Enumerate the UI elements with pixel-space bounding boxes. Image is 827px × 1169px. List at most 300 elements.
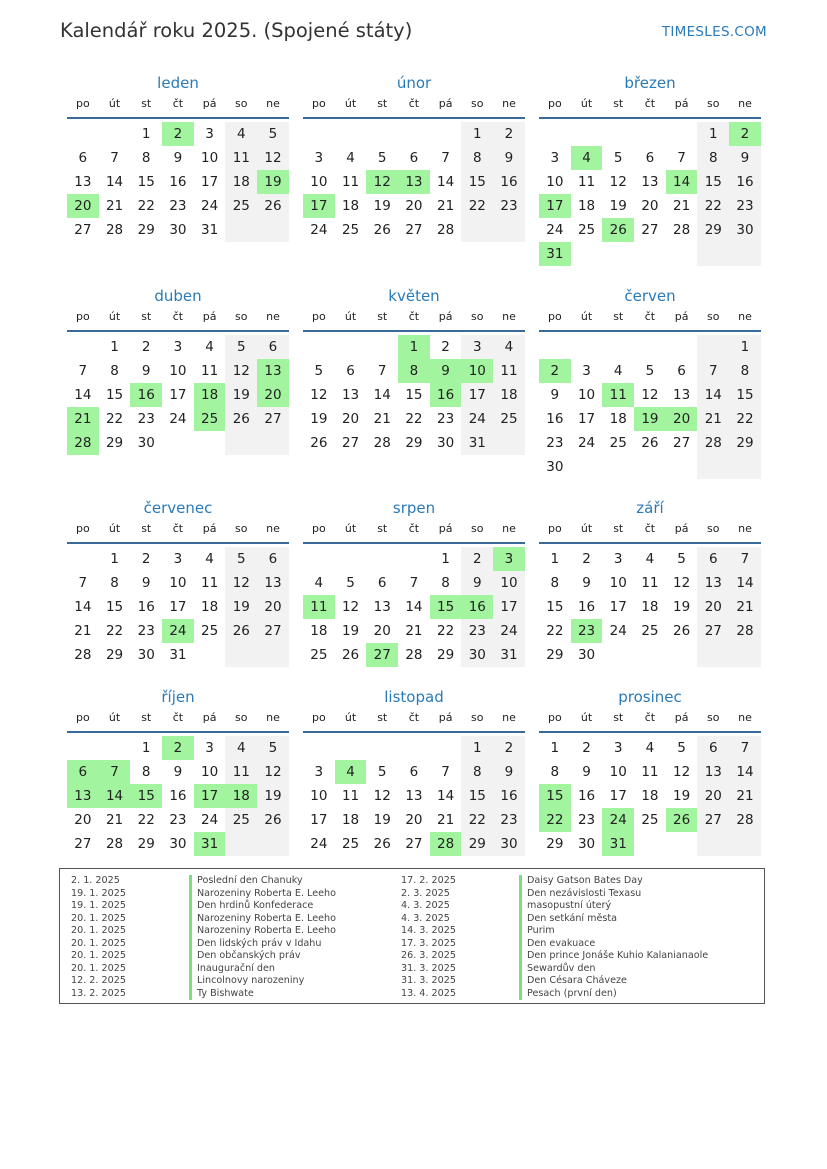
day-cell: 3 (461, 335, 493, 359)
weekday-label: čt (644, 711, 656, 724)
weekday-label: pá (674, 711, 689, 724)
day-cell: 31 (493, 643, 525, 667)
day-cell: 15 (105, 599, 124, 615)
holiday-day-cell: 24 (602, 808, 634, 832)
day-cell: 29 (137, 836, 155, 852)
weekday-label: po (547, 310, 562, 323)
weekday-label: út (108, 310, 121, 323)
legend-row (71, 950, 336, 963)
empty-cell (430, 736, 462, 760)
legend-row (71, 900, 336, 913)
day-cell: 26 (257, 808, 289, 832)
day-cell: 23 (461, 619, 493, 643)
day-cell: 21 (437, 812, 455, 828)
day-cell: 19 (225, 595, 257, 619)
day-cell: 23 (169, 198, 187, 214)
days-grid (303, 733, 525, 856)
empty-cell (571, 242, 603, 266)
weekday-label: út (108, 711, 121, 724)
empty-cell (634, 242, 666, 266)
legend-column-left (71, 875, 336, 1000)
holiday-name: Narozeniny Roberta E. Leeho (189, 925, 336, 938)
day-cell: 8 (141, 764, 151, 780)
empty-cell (335, 547, 367, 571)
weekday-header (539, 95, 761, 117)
day-cell: 30 (493, 832, 525, 856)
day-cell: 10 (169, 575, 187, 591)
empty-cell (461, 218, 493, 242)
day-cell: 11 (201, 363, 219, 379)
empty-cell (335, 122, 367, 146)
day-cell: 21 (74, 623, 92, 639)
day-cell: 8 (461, 760, 493, 784)
legend-row (71, 988, 336, 1001)
month-name: červenec (143, 499, 213, 517)
day-cell: 3 (613, 740, 623, 756)
empty-cell (729, 832, 761, 856)
empty-cell (398, 547, 430, 571)
legend-row (401, 950, 708, 963)
day-cell: 19 (673, 599, 691, 615)
day-cell: 5 (677, 740, 686, 756)
holiday-name: Pesach (první den) (519, 988, 617, 1001)
holiday-day-cell: 17 (539, 194, 571, 218)
day-cell: 17 (310, 812, 328, 828)
empty-cell (67, 736, 99, 760)
day-cell: 22 (461, 194, 493, 218)
weekday-label: út (344, 310, 357, 323)
day-cell: 14 (74, 387, 92, 403)
day-cell: 3 (582, 363, 591, 379)
weekday-label: so (235, 522, 248, 535)
weekday-label: ne (738, 711, 752, 724)
day-cell: 8 (697, 146, 729, 170)
holiday-name: Den občanských práv (189, 950, 301, 963)
empty-cell (303, 736, 335, 760)
day-cell: 8 (441, 575, 450, 591)
brand-link[interactable]: TIMESLES.COM (661, 24, 767, 40)
day-cell: 12 (225, 571, 257, 595)
day-cell: 5 (257, 736, 289, 760)
day-cell: 8 (141, 150, 151, 166)
month-name: březen (624, 74, 676, 92)
day-cell: 28 (74, 647, 92, 663)
month-9 (539, 496, 761, 667)
day-cell: 20 (74, 812, 92, 828)
month-name: říjen (161, 688, 195, 706)
weekday-label: po (75, 97, 90, 110)
day-cell: 21 (105, 198, 124, 214)
weekday-label: čt (644, 310, 656, 323)
day-cell: 18 (641, 599, 659, 615)
month-name: září (636, 499, 664, 517)
weekday-label: so (471, 97, 484, 110)
day-cell: 23 (437, 411, 455, 427)
legend-row (401, 963, 708, 976)
holiday-date: 2. 3. 2025 (401, 887, 450, 899)
holiday-legend (59, 868, 765, 1004)
weekday-label: čt (172, 97, 184, 110)
weekday-label: pá (438, 310, 453, 323)
holiday-day-cell: 16 (430, 383, 462, 407)
day-cell: 13 (257, 571, 289, 595)
holiday-date: 17. 2. 2025 (401, 875, 456, 886)
day-cell: 26 (310, 435, 328, 451)
day-cell: 29 (461, 832, 493, 856)
empty-cell (666, 335, 698, 359)
day-cell: 4 (205, 339, 214, 355)
empty-cell (99, 122, 131, 146)
empty-cell (335, 335, 367, 359)
weekday-label: po (75, 522, 90, 535)
day-cell: 11 (225, 760, 257, 784)
day-cell: 22 (697, 194, 729, 218)
holiday-day-cell: 27 (366, 643, 398, 667)
weekday-header (303, 308, 525, 330)
day-cell: 15 (546, 599, 564, 615)
day-cell: 7 (78, 575, 88, 591)
weekday-label: ne (502, 310, 516, 323)
holiday-day-cell: 25 (194, 407, 226, 431)
day-cell: 12 (373, 788, 391, 804)
weekday-header (67, 709, 289, 731)
days-grid (539, 544, 761, 667)
weekday-label: pá (438, 522, 453, 535)
day-cell: 26 (225, 407, 257, 431)
day-cell: 6 (409, 150, 419, 166)
empty-cell (366, 122, 398, 146)
month-11 (303, 685, 525, 856)
day-cell: 10 (546, 174, 564, 190)
holiday-day-cell: 18 (225, 784, 257, 808)
holiday-day-cell: 8 (398, 359, 430, 383)
weekday-label: po (547, 522, 562, 535)
weekday-label: čt (408, 310, 420, 323)
day-cell: 7 (441, 764, 450, 780)
weekday-label: so (235, 97, 248, 110)
day-cell: 30 (577, 647, 596, 663)
day-cell: 12 (310, 387, 328, 403)
day-cell: 19 (373, 812, 391, 828)
day-cell: 14 (437, 788, 455, 804)
holiday-day-cell: 24 (162, 619, 194, 643)
holiday-day-cell: 20 (67, 194, 99, 218)
weekday-label: ne (266, 310, 280, 323)
legend-row (401, 875, 708, 888)
day-cell: 1 (441, 551, 450, 567)
weekday-label: so (471, 310, 484, 323)
day-cell: 9 (141, 575, 151, 591)
day-cell: 4 (493, 335, 525, 359)
day-cell: 13 (74, 174, 92, 190)
empty-cell (602, 455, 634, 479)
month-name: duben (154, 287, 202, 305)
holiday-day-cell: 20 (666, 407, 698, 431)
empty-cell (539, 122, 571, 146)
weekday-label: pá (674, 522, 689, 535)
day-cell: 7 (110, 150, 119, 166)
day-cell: 14 (437, 174, 455, 190)
holiday-name: Den setkání města (519, 913, 617, 926)
legend-row (401, 988, 708, 1001)
weekday-label: pá (438, 711, 453, 724)
holiday-name: Den lidských práv v Idahu (189, 938, 321, 951)
empty-cell (666, 455, 698, 479)
day-cell: 28 (105, 836, 124, 852)
weekday-label: pá (202, 711, 217, 724)
day-cell: 29 (405, 435, 423, 451)
day-cell: 2 (493, 122, 525, 146)
day-cell: 2 (441, 339, 450, 355)
empty-cell (67, 335, 99, 359)
day-cell: 31 (201, 222, 219, 238)
day-cell: 2 (582, 740, 591, 756)
empty-cell (225, 218, 257, 242)
weekday-label: pá (202, 522, 217, 535)
month-10 (67, 685, 289, 856)
empty-cell (335, 736, 367, 760)
weekday-label: čt (408, 97, 420, 110)
empty-cell (697, 335, 729, 359)
day-cell: 31 (461, 431, 493, 455)
day-cell: 13 (373, 599, 391, 615)
day-cell: 22 (405, 411, 423, 427)
day-cell: 22 (546, 623, 564, 639)
day-cell: 1 (729, 335, 761, 359)
weekday-header (539, 520, 761, 542)
day-cell: 28 (437, 222, 455, 238)
empty-cell (666, 643, 698, 667)
day-cell: 9 (141, 363, 151, 379)
holiday-name: Purim (519, 925, 555, 938)
empty-cell (398, 736, 430, 760)
day-cell: 7 (377, 363, 387, 379)
day-cell: 8 (729, 359, 761, 383)
day-cell: 17 (461, 383, 493, 407)
legend-column-right (401, 875, 708, 1000)
holiday-date: 12. 2. 2025 (71, 975, 126, 986)
day-cell: 26 (373, 222, 391, 238)
day-cell: 4 (205, 551, 214, 567)
day-cell: 18 (493, 383, 525, 407)
day-cell: 10 (310, 174, 328, 190)
holiday-date: 2. 1. 2025 (71, 875, 120, 886)
empty-cell (257, 431, 289, 455)
day-cell: 6 (645, 150, 655, 166)
day-cell: 18 (609, 411, 627, 427)
day-cell: 1 (550, 551, 560, 567)
day-cell: 18 (641, 788, 659, 804)
empty-cell (303, 335, 335, 359)
day-cell: 22 (437, 623, 455, 639)
day-cell: 22 (137, 198, 155, 214)
empty-cell (257, 643, 289, 667)
weekday-label: st (613, 522, 624, 535)
weekday-label: ne (738, 97, 752, 110)
weekday-header (303, 95, 525, 117)
month-6 (539, 284, 761, 479)
day-cell: 25 (641, 623, 659, 639)
holiday-day-cell: 17 (303, 194, 335, 218)
day-cell: 19 (225, 383, 257, 407)
empty-cell (162, 431, 194, 455)
empty-cell (634, 832, 666, 856)
empty-cell (194, 643, 226, 667)
weekday-label: ne (502, 97, 516, 110)
day-cell: 3 (613, 551, 623, 567)
day-cell: 11 (493, 359, 525, 383)
weekday-label: po (311, 310, 326, 323)
day-cell: 2 (582, 551, 591, 567)
day-cell: 11 (341, 174, 360, 190)
day-cell: 29 (546, 647, 564, 663)
weekday-label: pá (202, 97, 217, 110)
day-cell: 14 (697, 383, 729, 407)
day-cell: 19 (310, 411, 328, 427)
weekday-label: so (235, 310, 248, 323)
day-cell: 6 (257, 335, 289, 359)
empty-cell (366, 736, 398, 760)
weekday-label: ne (266, 522, 280, 535)
holiday-date: 20. 1. 2025 (71, 937, 126, 949)
day-cell: 25 (341, 222, 360, 238)
day-cell: 24 (546, 222, 564, 238)
days-grid (67, 119, 289, 242)
holiday-date: 31. 3. 2025 (401, 975, 456, 986)
day-cell: 15 (461, 784, 493, 808)
day-cell: 26 (641, 435, 659, 451)
day-cell: 27 (405, 836, 423, 852)
day-cell: 10 (201, 764, 219, 780)
day-cell: 28 (729, 808, 761, 832)
day-cell: 9 (493, 146, 525, 170)
month-name: květen (388, 287, 440, 305)
empty-cell (666, 242, 698, 266)
weekday-header (303, 709, 525, 731)
holiday-day-cell: 26 (666, 808, 698, 832)
day-cell: 16 (729, 170, 761, 194)
day-cell: 3 (173, 551, 183, 567)
day-cell: 18 (310, 623, 328, 639)
day-cell: 6 (697, 736, 729, 760)
days-grid (303, 332, 525, 455)
empty-cell (225, 431, 257, 455)
weekday-label: pá (202, 310, 217, 323)
holiday-day-cell: 20 (257, 383, 289, 407)
holiday-day-cell: 15 (130, 784, 162, 808)
day-cell: 12 (225, 359, 257, 383)
day-cell: 18 (225, 170, 257, 194)
day-cell: 29 (437, 647, 455, 663)
day-cell: 31 (169, 647, 187, 663)
day-cell: 3 (205, 126, 214, 142)
month-name: únor (396, 74, 432, 92)
holiday-date: 20. 1. 2025 (71, 950, 126, 961)
weekday-label: so (235, 711, 248, 724)
weekday-label: ne (738, 310, 752, 323)
weekday-label: čt (408, 522, 420, 535)
day-cell: 17 (493, 595, 525, 619)
day-cell: 12 (641, 387, 659, 403)
day-cell: 6 (78, 150, 88, 166)
month-name: červen (624, 287, 676, 305)
day-cell: 8 (461, 146, 493, 170)
day-cell: 14 (74, 599, 92, 615)
weekday-label: čt (172, 522, 184, 535)
weekday-label: po (311, 97, 326, 110)
day-cell: 5 (257, 122, 289, 146)
day-cell: 24 (201, 198, 219, 214)
empty-cell (99, 736, 131, 760)
weekday-header (67, 308, 289, 330)
holiday-date: 20. 1. 2025 (71, 925, 126, 936)
day-cell: 15 (461, 170, 493, 194)
day-cell: 4 (346, 150, 355, 166)
holiday-name: Narozeniny Roberta E. Leeho (189, 888, 336, 901)
day-cell: 16 (169, 174, 187, 190)
holiday-name: Poslední den Chanuky (189, 875, 303, 888)
day-cell: 23 (577, 812, 596, 828)
day-cell: 15 (697, 170, 729, 194)
day-cell: 27 (257, 407, 289, 431)
empty-cell (430, 122, 462, 146)
weekday-label: st (141, 97, 152, 110)
day-cell: 16 (169, 788, 187, 804)
weekday-label: čt (408, 711, 420, 724)
holiday-day-cell: 14 (99, 784, 131, 808)
day-cell: 8 (550, 764, 560, 780)
legend-row (71, 888, 336, 901)
day-cell: 4 (314, 575, 324, 591)
day-cell: 23 (493, 808, 525, 832)
empty-cell (194, 431, 226, 455)
holiday-date: 4. 3. 2025 (401, 900, 450, 911)
holiday-day-cell: 26 (602, 218, 634, 242)
holiday-date: 19. 1. 2025 (71, 887, 126, 899)
day-cell: 24 (577, 435, 596, 451)
day-cell: 12 (673, 764, 691, 780)
day-cell: 11 (641, 575, 659, 591)
day-cell: 1 (110, 339, 119, 355)
day-cell: 17 (169, 387, 187, 403)
day-cell: 3 (205, 740, 214, 756)
day-cell: 9 (461, 571, 493, 595)
day-cell: 7 (697, 359, 729, 383)
day-cell: 9 (582, 764, 591, 780)
month-4 (67, 284, 289, 455)
day-cell: 19 (257, 784, 289, 808)
holiday-day-cell: 13 (67, 784, 99, 808)
empty-cell (666, 122, 698, 146)
holiday-name: Den prince Jonáše Kuhio Kalanianaole (519, 950, 708, 963)
day-cell: 12 (257, 760, 289, 784)
day-cell: 21 (673, 198, 691, 214)
empty-cell (634, 643, 666, 667)
empty-cell (634, 455, 666, 479)
holiday-day-cell: 7 (99, 760, 131, 784)
days-grid (539, 332, 761, 479)
day-cell: 23 (137, 411, 155, 427)
day-cell: 10 (577, 387, 596, 403)
day-cell: 8 (550, 575, 560, 591)
day-cell: 5 (225, 335, 257, 359)
holiday-day-cell: 31 (602, 832, 634, 856)
holiday-name: Den nezávislosti Texasu (519, 888, 641, 901)
day-cell: 24 (493, 619, 525, 643)
day-cell: 12 (341, 599, 360, 615)
weekday-label: st (377, 97, 388, 110)
weekday-label: út (344, 711, 357, 724)
